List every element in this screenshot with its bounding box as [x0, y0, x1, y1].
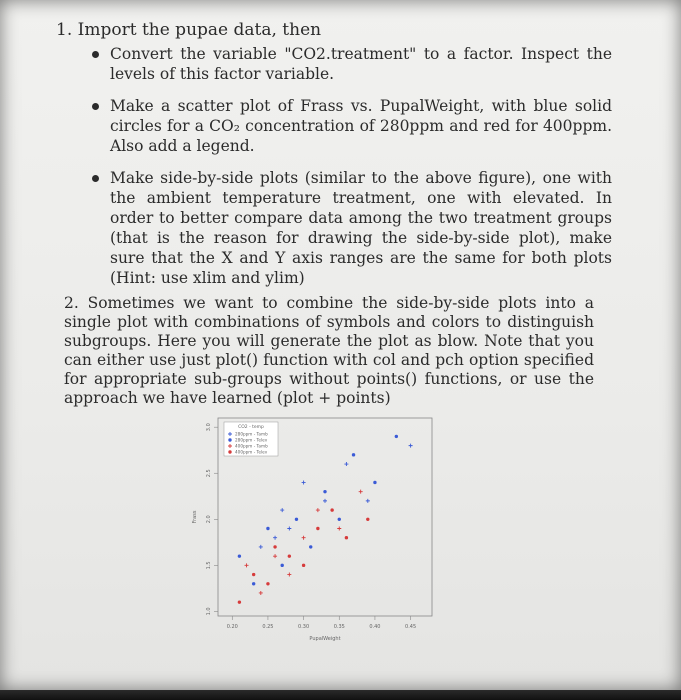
data-point	[323, 490, 326, 493]
bullet-item	[92, 168, 612, 288]
data-point	[338, 518, 341, 521]
data-point	[287, 527, 291, 531]
legend-title: CO2 - temp	[238, 425, 264, 430]
bullet-text: Make a scatter plot of Frass vs. PupalWeight, with blue solid circles for a CO₂ concentration of 280ppm and red for 400ppm. Also add a legend.	[110, 97, 612, 155]
legend-entry: 400ppm - Telev	[235, 449, 268, 455]
question-1-heading: 1. Import the pupae data, then	[56, 20, 322, 40]
data-point	[259, 545, 263, 549]
bullet-icon	[92, 51, 99, 58]
data-point	[337, 527, 341, 531]
x-tick-label: 0.20	[226, 624, 238, 630]
y-tick-label: 2.0	[206, 515, 212, 524]
bullet-item	[92, 96, 612, 156]
data-point	[316, 508, 320, 512]
data-point	[330, 508, 333, 511]
data-point	[366, 518, 369, 521]
y-tick-label: 1.0	[206, 607, 212, 616]
data-point	[316, 527, 319, 530]
x-tick-label: 0.45	[405, 624, 417, 630]
data-point	[252, 582, 255, 585]
question-2-text: 2. Sometimes we want to combine the side-by-side plots into a single plot with combinations of symbols and colors to distinguish subgroups. Here you will generate the plot as blow. Note that you can either use just plot() function with col and pch option specified for appropriate sub-groups without points() functions, or use the approach we have learned (plot + points)	[64, 294, 594, 407]
data-point	[252, 573, 255, 576]
x-tick-label: 0.35	[333, 624, 345, 630]
x-tick-label: 0.30	[298, 624, 310, 630]
x-axis-label: PupalWeight	[309, 636, 341, 642]
data-point	[280, 508, 284, 512]
bullet-icon	[92, 175, 99, 182]
data-point	[345, 536, 348, 539]
bullet-icon	[92, 103, 99, 110]
data-point	[359, 490, 363, 494]
bullet-text: Convert the variable "CO2.treatment" to a factor. Inspect the levels of this factor variable.	[110, 45, 612, 83]
question-1-bullets	[92, 44, 612, 300]
data-point	[302, 564, 305, 567]
data-point	[302, 480, 306, 484]
data-point	[266, 527, 269, 530]
y-axis-label: Frass	[192, 510, 198, 524]
data-point	[259, 591, 263, 595]
x-tick-label: 0.25	[262, 624, 274, 630]
data-point	[352, 453, 355, 456]
data-point	[238, 600, 241, 603]
data-point	[409, 444, 413, 448]
photo-bottom-edge	[0, 690, 681, 700]
legend-entry: 280ppm - Telev	[235, 437, 268, 443]
x-tick-label: 0.40	[369, 624, 381, 630]
data-point	[395, 435, 398, 438]
data-point	[281, 564, 284, 567]
y-tick-label: 3.0	[206, 423, 212, 432]
data-point	[295, 518, 298, 521]
legend-marker	[228, 438, 231, 441]
data-point	[302, 536, 306, 540]
bullet-item	[92, 44, 612, 84]
data-point	[323, 499, 327, 503]
scatter-plot	[178, 410, 448, 650]
data-point	[373, 481, 376, 484]
data-point	[273, 554, 277, 558]
legend-entry: 280ppm - Tamb	[235, 431, 268, 437]
data-point	[344, 462, 348, 466]
y-tick-label: 2.5	[206, 469, 212, 478]
data-point	[366, 499, 370, 503]
data-point	[288, 554, 291, 557]
bullet-text: Make side-by-side plots (similar to the above figure), one with the ambient temperature treatment, one with elevated. In order to better compare data among the two treatment groups (that is the reason for drawing the side-by-side plot), make sure that the X and Y axis ranges are the same for both plots (Hint: use xlim and ylim)	[110, 169, 612, 287]
data-point	[245, 563, 249, 567]
legend-marker	[228, 450, 231, 453]
y-tick-label: 1.5	[206, 561, 212, 570]
scatter-plot-figure	[178, 410, 448, 650]
data-point	[273, 545, 276, 548]
data-point	[287, 573, 291, 577]
data-point	[238, 554, 241, 557]
data-point	[266, 582, 269, 585]
data-point	[309, 545, 312, 548]
legend-entry: 400ppm - Tamb	[235, 443, 268, 449]
data-point	[273, 536, 277, 540]
